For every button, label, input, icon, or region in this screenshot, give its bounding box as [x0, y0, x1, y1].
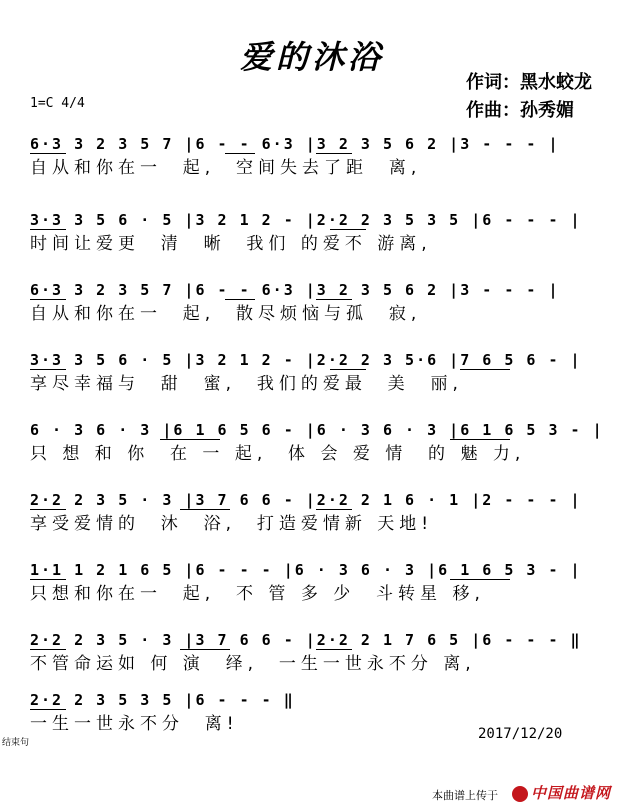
site-logo-text: 中国曲谱网 — [531, 784, 612, 802]
lyric-line: 享尽幸福与 甜 蜜, 我们的爱最 美 丽, — [30, 374, 463, 394]
lyric-line: 只 想 和 你 在 一 起, 体 会 爱 情 的 魅 力, — [30, 444, 526, 464]
notation-line: 6·3 3 2 3 5 7 |6 - - 6·3 |3 2 3 5 6 2 |3 - - - | — [30, 281, 560, 299]
notation-line: 3·3 3 5 6 · 5 |3 2 1 2 - |2·2 2 3 5·6 |7 6 5 6 - | — [30, 351, 582, 369]
notation-line: 6·3 3 2 3 5 7 |6 - - 6·3 |3 2 3 5 6 2 |3 - - - | — [30, 135, 560, 153]
notation-line: 2·2 2 3 5 · 3 |3 7 6 6 - |2·2 2 1 6 · 1 |2 - - - | — [30, 491, 582, 509]
notation-line: 2·2 2 3 5 · 3 |3 7 6 6 - |2·2 2 1 7 6 5 |6 - - - ‖ — [30, 631, 582, 649]
song-title: 爱的沐浴 — [239, 38, 384, 76]
composer-credit: 作曲：孙秀媚 — [466, 100, 574, 121]
notation-line: 3·3 3 5 6 · 5 |3 2 1 2 - |2·2 2 3 5 3 5 |6 - - - | — [30, 211, 582, 229]
lyric-line: 不管命运如 何 演 绎, 一生一世永不分 离, — [30, 654, 476, 674]
notation-line: 6 · 3 6 · 3 |6 1 6 5 6 - |6 · 3 6 · 3 |6 1 6 5 3 - | — [30, 421, 604, 439]
lyric-line: 只想和你在一 起, 不 管 多 少 斗转星 移, — [30, 584, 485, 604]
logo-mark-icon — [512, 786, 528, 802]
site-logo[interactable] — [512, 782, 611, 803]
notation-line: 1·1 1 2 1 6 5 |6 - - - |6 · 3 6 · 3 |6 1 6 5 3 - | — [30, 561, 582, 579]
lyric-line: 自从和你在一 起, 空间失去了距 离, — [30, 158, 422, 178]
lyric-line: 自从和你在一 起, 散尽烦恼与孤 寂, — [30, 304, 422, 324]
end-phrase-tag: 结束句 — [2, 738, 30, 748]
lyric-line: 时间让爱更 清 晰 我们 的爱不 游离, — [30, 234, 432, 254]
lyricist-credit: 作词：黑水蛟龙 — [466, 72, 592, 93]
key-signature: 1=C 4/4 — [30, 96, 85, 111]
date-stamp: 2017/12/20 — [478, 726, 563, 742]
lyric-line: 享受爱情的 沐 浴, 打造爱情新 天地! — [30, 514, 434, 534]
notation-line: 2·2 2 3 5 3 5 |6 - - - ‖ — [30, 691, 295, 709]
upload-note: 本曲谱上传于 — [432, 789, 498, 802]
lyric-line: 一生一世永不分 离! — [30, 714, 239, 734]
